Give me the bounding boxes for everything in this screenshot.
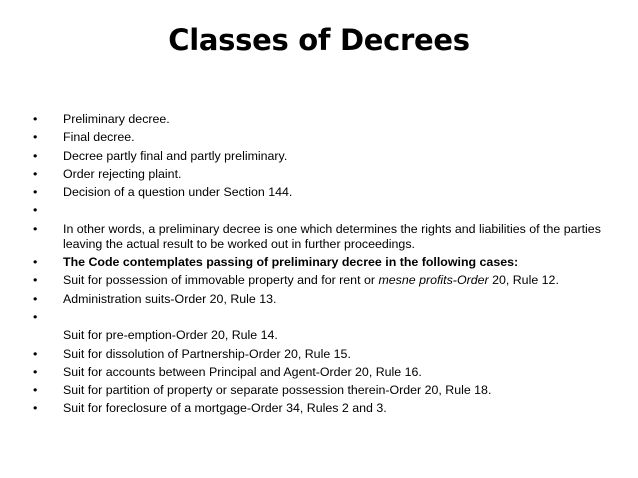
list-item (30, 185, 615, 200)
bullet-icon: • (33, 383, 38, 398)
list-item-text: Suit for foreclosure of a mortgage-Order 34, Rules 2 and 3. (63, 401, 387, 416)
bullet-icon: • (33, 203, 38, 218)
list-item (30, 149, 615, 164)
list-item-text-part: Suit for possession of immovable property and for rent or (63, 273, 379, 288)
bullet-icon: • (33, 130, 38, 145)
list-item (30, 292, 615, 307)
list-item-heading (30, 255, 615, 270)
list-item (30, 347, 615, 362)
bullet-icon: • (33, 273, 38, 288)
list-item (30, 130, 615, 145)
bullet-icon: • (33, 112, 38, 126)
list-item (30, 167, 615, 182)
list-item-text: Administration suits-Order 20, Rule 13. (63, 291, 277, 306)
bullet-list-continued (30, 347, 615, 417)
bullet-icon: • (33, 401, 38, 416)
list-item-text: Suit for partition of property or separate possession therein-Order 20, Rule 18. (63, 383, 492, 398)
list-item-text: The Code contemplates passing of preliminary decree in the following cases: (63, 255, 519, 270)
bullet-icon: • (33, 185, 38, 200)
bullet-icon: • (33, 364, 38, 379)
bullet-icon: • (33, 291, 38, 306)
list-item-empty (30, 310, 615, 325)
list-item (30, 222, 615, 252)
bullet-icon: • (33, 346, 38, 361)
list-item-text: Preliminary decree. (63, 112, 170, 126)
list-item-text-part: 20, Rule 12. (488, 273, 559, 288)
slide-content (30, 112, 615, 420)
list-item-text: Decision of a question under Section 144. (63, 185, 293, 200)
bullet-icon: • (33, 166, 38, 181)
bullet-icon: • (33, 255, 38, 270)
bullet-list (30, 112, 615, 325)
list-item-text: Order rejecting plaint. (63, 166, 182, 181)
list-item (30, 273, 615, 288)
bullet-icon: • (33, 309, 38, 324)
slide-title: Classes of Decrees (168, 23, 470, 57)
bullet-icon: • (33, 148, 38, 163)
list-item-empty (30, 203, 615, 218)
list-item (30, 383, 615, 398)
list-item-text: Suit for dissolution of Partnership-Order 20, Rule 15. (63, 346, 351, 361)
list-item-text (63, 273, 559, 287)
list-item-text: Decree partly final and partly preliminary. (63, 148, 288, 163)
list-item-text: Final decree. (63, 130, 135, 145)
list-item (30, 112, 615, 127)
list-item (30, 365, 615, 380)
list-item-text: Suit for accounts between Principal and Agent-Order 20, Rule 16. (63, 364, 422, 379)
list-item-text-italic: mesne profits-Order (378, 273, 489, 288)
bullet-icon: • (33, 221, 38, 236)
list-item-text: In other words, a preliminary decree is one which determines the rights and liabilities of the parties leaving the actual result to be worked out in further proceedings. (63, 221, 601, 251)
continuation-line: Suit for pre-emption-Order 20, Rule 14. (63, 328, 278, 343)
list-item (30, 401, 615, 416)
